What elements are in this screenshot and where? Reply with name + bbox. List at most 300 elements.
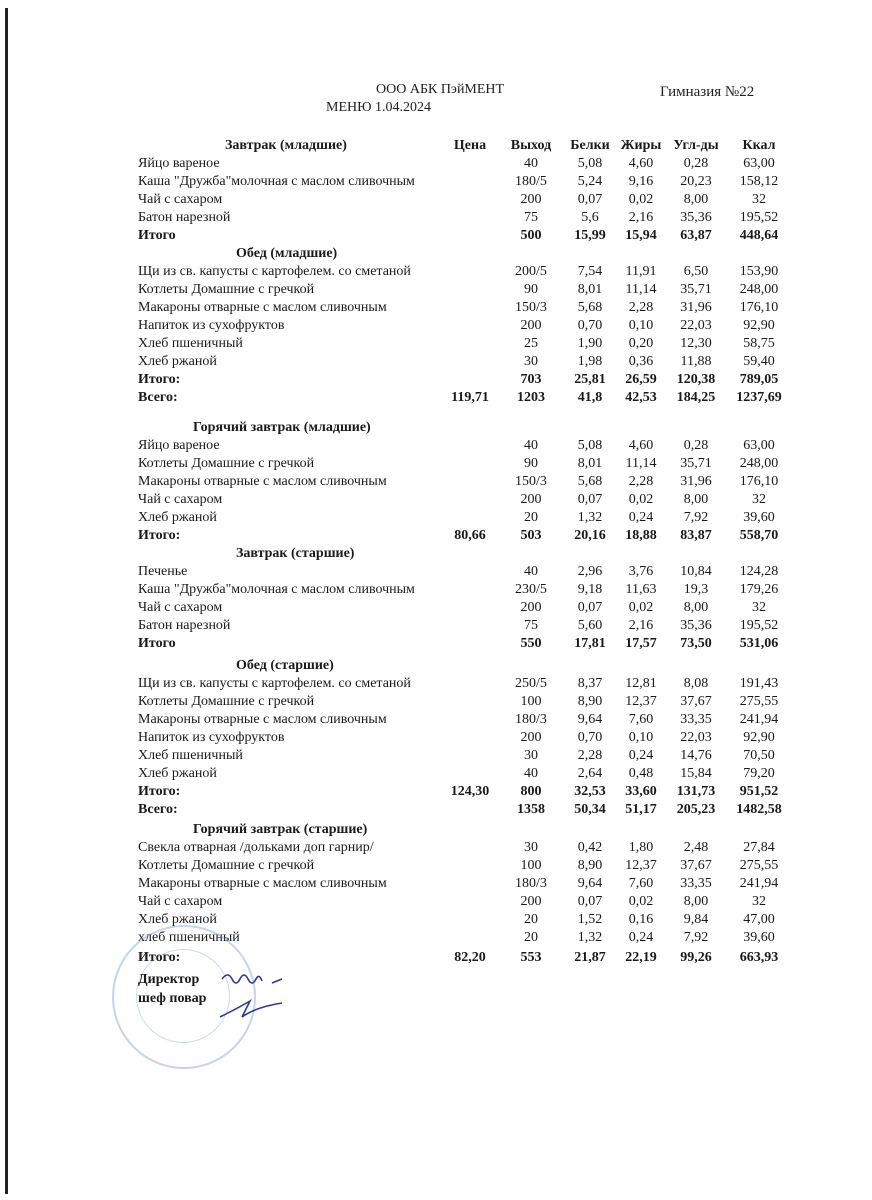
dish-name: Чай с сахаром: [138, 894, 223, 909]
cell-fat: 11,91: [625, 264, 657, 279]
cell-prot: 0,70: [577, 318, 603, 333]
cell-fat: 1,80: [628, 840, 654, 855]
cell-fat: 15,94: [625, 228, 657, 243]
section-title: Обед (младшие): [236, 246, 338, 261]
dish-name: Котлеты Домашние с гречкой: [138, 694, 315, 709]
cell-carb: 8,00: [683, 894, 709, 909]
total-row: [0, 371, 872, 389]
cell-prot: 9,18: [577, 582, 603, 597]
cell-kcal: 32: [752, 600, 766, 615]
cell-out: 703: [520, 372, 542, 387]
cell-prot: 1,32: [577, 930, 603, 945]
cell-kcal: 195,52: [739, 618, 779, 633]
table-row: [0, 491, 872, 509]
cell-out: 40: [524, 766, 538, 781]
cell-kcal: 63,00: [743, 438, 775, 453]
cell-out: 30: [524, 840, 538, 855]
company-name: ООО АБК ПэйМЕНТ: [376, 82, 505, 97]
table-row: [0, 711, 872, 729]
total-row: [0, 527, 872, 545]
cell-out: 200: [520, 192, 542, 207]
cell-kcal: 39,60: [743, 930, 775, 945]
cell-carb: 6,50: [683, 264, 709, 279]
cell-kcal: 241,94: [739, 876, 779, 891]
cell-out: 200: [520, 894, 542, 909]
table-row: [0, 209, 872, 227]
cell-kcal: 951,52: [739, 784, 779, 799]
cell-prot: 20,16: [574, 528, 606, 543]
cell-kcal: 1237,69: [736, 390, 782, 405]
cell-out: 150/3: [515, 300, 547, 315]
cell-fat: 0,24: [628, 748, 654, 763]
section-title: Завтрак (младшие): [225, 138, 347, 153]
director-label: Директор: [138, 972, 200, 987]
cell-kcal: 275,55: [739, 694, 779, 709]
cell-kcal: 70,50: [743, 748, 775, 763]
cell-prot: 1,90: [577, 336, 603, 351]
cell-prot: 2,64: [577, 766, 603, 781]
cell-out: 40: [524, 564, 538, 579]
cell-carb: 0,28: [683, 156, 709, 171]
table-row: [0, 839, 872, 857]
cell-carb: 7,92: [683, 930, 709, 945]
dish-name: Чай с сахаром: [138, 492, 223, 507]
cell-carb: 20,23: [680, 174, 712, 189]
cell-fat: 0,20: [628, 336, 654, 351]
dish-name: Свекла отварная /дольками доп гарнир/: [138, 840, 374, 855]
cell-carb: 33,35: [680, 712, 712, 727]
table-row: [0, 729, 872, 747]
cell-out: 25: [524, 336, 538, 351]
table-row: [0, 929, 872, 947]
cell-prot: 0,70: [577, 730, 603, 745]
dish-name: Всего:: [138, 802, 178, 817]
cell-prot: 5,68: [577, 300, 603, 315]
cell-prot: 25,81: [574, 372, 606, 387]
cell-fat: 9,16: [628, 174, 654, 189]
section-title: Обед (старшие): [236, 658, 334, 673]
cell-fat: 7,60: [628, 712, 654, 727]
cell-fat: 12,81: [625, 676, 657, 691]
cell-kcal: 92,90: [743, 318, 775, 333]
cell-prot: 0,07: [577, 894, 603, 909]
cell-prot: 5,08: [577, 156, 603, 171]
cell-prot: 5,6: [581, 210, 599, 225]
cell-kcal: 79,20: [743, 766, 775, 781]
table-row: [0, 581, 872, 599]
cell-prot: 9,64: [577, 712, 603, 727]
cell-carb: 35,71: [680, 456, 712, 471]
cell-carb: 63,87: [680, 228, 712, 243]
cell-fat: 11,14: [625, 282, 657, 297]
cell-carb: 31,96: [680, 474, 712, 489]
table-row: [0, 675, 872, 693]
section-heading: [0, 245, 872, 263]
cell-out: 30: [524, 354, 538, 369]
cell-fat: 0,24: [628, 510, 654, 525]
cell-prot: 21,87: [574, 950, 606, 965]
cell-fat: 4,60: [628, 438, 654, 453]
cell-carb: 8,00: [683, 600, 709, 615]
total-row: [0, 635, 872, 653]
cell-prot: 1,52: [577, 912, 603, 927]
table-row: [0, 509, 872, 527]
cell-prot: 1,32: [577, 510, 603, 525]
dish-name: Напиток из сухофруктов: [138, 730, 285, 745]
cell-out: 1203: [517, 390, 545, 405]
dish-name: Чай с сахаром: [138, 192, 223, 207]
section-title: Горячий завтрак (старшие): [193, 822, 368, 837]
cell-fat: 18,88: [625, 528, 657, 543]
cell-carb: 37,67: [680, 694, 712, 709]
cell-out: 200: [520, 600, 542, 615]
cell-fat: 0,36: [628, 354, 654, 369]
dish-name: Хлеб пшеничный: [138, 336, 243, 351]
cell-fat: 0,02: [628, 492, 654, 507]
cell-kcal: 195,52: [739, 210, 779, 225]
cell-price: 82,20: [454, 950, 486, 965]
cell-prot: 15,99: [574, 228, 606, 243]
cell-kcal: 789,05: [739, 372, 779, 387]
cell-fat: 2,28: [628, 300, 654, 315]
cell-price: 80,66: [454, 528, 486, 543]
dish-name: Яйцо вареное: [138, 438, 220, 453]
cell-prot: 8,01: [577, 456, 603, 471]
dish-name: Печенье: [138, 564, 188, 579]
cell-kcal: 124,28: [739, 564, 779, 579]
cell-kcal: 663,93: [739, 950, 779, 965]
dish-name: Итого:: [138, 784, 181, 799]
table-row: [0, 473, 872, 491]
cell-kcal: 176,10: [739, 300, 779, 315]
cell-carb: 2,48: [683, 840, 709, 855]
cell-carb: 0,28: [683, 438, 709, 453]
dish-name: Хлеб ржаной: [138, 510, 217, 525]
cell-prot: 0,42: [577, 840, 603, 855]
cell-prot: 1,98: [577, 354, 603, 369]
cell-carb: 83,87: [680, 528, 712, 543]
cell-prot: 8,01: [577, 282, 603, 297]
cell-out: 1358: [517, 802, 545, 817]
cell-out: 40: [524, 156, 538, 171]
cell-prot: 8,90: [577, 858, 603, 873]
dish-name: Хлеб ржаной: [138, 912, 217, 927]
dish-name: Каша "Дружба"молочная с маслом сливочным: [138, 174, 415, 189]
cell-kcal: 58,75: [743, 336, 775, 351]
cell-out: 250/5: [515, 676, 547, 691]
cell-kcal: 241,94: [739, 712, 779, 727]
cell-out: 230/5: [515, 582, 547, 597]
dish-name: Щи из св. капусты с картофелем. со сметаной: [138, 264, 411, 279]
table-row: [0, 353, 872, 371]
cell-prot: 5,60: [577, 618, 603, 633]
table-row: [0, 317, 872, 335]
cell-fat: 2,16: [628, 618, 654, 633]
cell-out: 553: [520, 950, 542, 965]
dish-name: Котлеты Домашние с гречкой: [138, 858, 315, 873]
dish-name: Макароны отварные с маслом сливочным: [138, 300, 387, 315]
cell-kcal: 248,00: [739, 456, 779, 471]
dish-name: Хлеб ржаной: [138, 354, 217, 369]
cell-kcal: 32: [752, 492, 766, 507]
table-row: [0, 263, 872, 281]
cell-out: 180/5: [515, 174, 547, 189]
cell-fat: 2,28: [628, 474, 654, 489]
total-row: [0, 801, 872, 819]
cell-out: 100: [520, 858, 542, 873]
cell-prot: 50,34: [574, 802, 606, 817]
cell-fat: 0,48: [628, 766, 654, 781]
cell-out: 150/3: [515, 474, 547, 489]
dish-name: Итого: [138, 636, 176, 651]
cell-fat: 42,53: [625, 390, 657, 405]
cell-fat: 11,14: [625, 456, 657, 471]
table-row: [0, 911, 872, 929]
cell-out: 20: [524, 930, 538, 945]
cell-carb: 35,36: [680, 210, 712, 225]
cell-carb: 33,35: [680, 876, 712, 891]
cell-out: 200: [520, 492, 542, 507]
dish-name: Итого:: [138, 372, 181, 387]
table-row: [0, 155, 872, 173]
cell-fat: 12,37: [625, 694, 657, 709]
section-heading: [0, 657, 872, 675]
cell-out: 90: [524, 456, 538, 471]
cell-fat: 0,02: [628, 192, 654, 207]
cell-carb: 19,3: [683, 582, 709, 597]
dish-name: Батон нарезной: [138, 618, 231, 633]
dish-name: Щи из св. капусты с картофелем. со сметаной: [138, 676, 411, 691]
cell-carb: 7,92: [683, 510, 709, 525]
table-row: [0, 437, 872, 455]
cell-out: 30: [524, 748, 538, 763]
cell-fat: 3,76: [628, 564, 654, 579]
cell-out: 550: [520, 636, 542, 651]
cell-fat: 2,16: [628, 210, 654, 225]
table-row: [0, 455, 872, 473]
cell-carb: 73,50: [680, 636, 712, 651]
chef-label: шеф повар: [138, 991, 207, 1006]
table-row: [0, 335, 872, 353]
dish-name: Хлеб ржаной: [138, 766, 217, 781]
cell-out: 180/3: [515, 712, 547, 727]
cell-fat: 0,10: [628, 730, 654, 745]
table-row: [0, 599, 872, 617]
cell-kcal: 153,90: [739, 264, 779, 279]
dish-name: Всего:: [138, 390, 178, 405]
cell-kcal: 32: [752, 894, 766, 909]
cell-fat: 51,17: [625, 802, 657, 817]
cell-carb: 35,36: [680, 618, 712, 633]
cell-prot: 2,28: [577, 748, 603, 763]
cell-out: 180/3: [515, 876, 547, 891]
cell-kcal: 275,55: [739, 858, 779, 873]
dish-name: Батон нарезной: [138, 210, 231, 225]
cell-prot: 7,54: [577, 264, 603, 279]
dish-name: Яйцо вареное: [138, 156, 220, 171]
cell-carb: 15,84: [680, 766, 712, 781]
cell-prot: 32,53: [574, 784, 606, 799]
cell-out: 100: [520, 694, 542, 709]
cell-prot: 2,96: [577, 564, 603, 579]
table-row: [0, 617, 872, 635]
cell-carb: 11,88: [680, 354, 712, 369]
cell-carb: 120,38: [676, 372, 716, 387]
cell-fat: 26,59: [625, 372, 657, 387]
cell-kcal: 32: [752, 192, 766, 207]
cell-fat: 7,60: [628, 876, 654, 891]
cell-carb: 8,00: [683, 492, 709, 507]
cell-kcal: 63,00: [743, 156, 775, 171]
dish-name: Каша "Дружба"молочная с маслом сливочным: [138, 582, 415, 597]
cell-out: 500: [520, 228, 542, 243]
cell-carb: 22,03: [680, 318, 712, 333]
cell-prot: 17,81: [574, 636, 606, 651]
cell-fat: 0,16: [628, 912, 654, 927]
col-kcal: Ккал: [742, 138, 776, 153]
cell-carb: 99,26: [680, 950, 712, 965]
cell-prot: 0,07: [577, 192, 603, 207]
col-protein: Белки: [570, 138, 610, 153]
cell-carb: 31,96: [680, 300, 712, 315]
total-row: [0, 227, 872, 245]
cell-out: 200: [520, 318, 542, 333]
cell-carb: 9,84: [683, 912, 709, 927]
dish-name: Макароны отварные с маслом сливочным: [138, 876, 387, 891]
cell-prot: 8,37: [577, 676, 603, 691]
table-row: [0, 765, 872, 783]
dish-name: Итого: [138, 228, 176, 243]
table-row: [0, 693, 872, 711]
cell-fat: 17,57: [625, 636, 657, 651]
cell-carb: 12,30: [680, 336, 712, 351]
signature-icon: [212, 965, 292, 1025]
cell-prot: 0,07: [577, 492, 603, 507]
cell-carb: 10,84: [680, 564, 712, 579]
cell-carb: 205,23: [676, 802, 716, 817]
cell-price: 119,71: [451, 390, 489, 405]
cell-kcal: 176,10: [739, 474, 779, 489]
dish-name: Макароны отварные с маслом сливочным: [138, 474, 387, 489]
table-row: [0, 747, 872, 765]
cell-prot: 8,90: [577, 694, 603, 709]
table-header: [0, 137, 872, 155]
cell-out: 20: [524, 510, 538, 525]
menu-title: МЕНЮ 1.04.2024: [326, 100, 431, 115]
section-heading: [0, 545, 872, 563]
cell-fat: 11,63: [625, 582, 657, 597]
table-row: [0, 299, 872, 317]
cell-kcal: 27,84: [743, 840, 775, 855]
dish-name: Хлеб пшеничный: [138, 748, 243, 763]
cell-carb: 8,08: [683, 676, 709, 691]
col-output: Выход: [510, 138, 552, 153]
col-price: Цена: [453, 138, 487, 153]
cell-fat: 4,60: [628, 156, 654, 171]
cell-carb: 14,76: [680, 748, 712, 763]
cell-out: 200/5: [515, 264, 547, 279]
cell-kcal: 179,26: [739, 582, 779, 597]
cell-prot: 0,07: [577, 600, 603, 615]
cell-kcal: 558,70: [739, 528, 779, 543]
table-row: [0, 281, 872, 299]
cell-fat: 12,37: [625, 858, 657, 873]
section-title: Горячий завтрак (младшие): [193, 420, 371, 435]
dish-name: Котлеты Домашние с гречкой: [138, 282, 315, 297]
cell-out: 75: [524, 618, 538, 633]
table-row: [0, 563, 872, 581]
section-title: Завтрак (старшие): [236, 546, 355, 561]
table-row: [0, 857, 872, 875]
section-heading: [0, 419, 872, 437]
cell-carb: 35,71: [680, 282, 712, 297]
cell-fat: 22,19: [625, 950, 657, 965]
cell-prot: 5,68: [577, 474, 603, 489]
cell-kcal: 1482,58: [736, 802, 782, 817]
cell-kcal: 47,00: [743, 912, 775, 927]
cell-kcal: 448,64: [739, 228, 779, 243]
cell-kcal: 531,06: [739, 636, 779, 651]
dish-name: Итого:: [138, 528, 181, 543]
cell-fat: 0,10: [628, 318, 654, 333]
table-row: [0, 173, 872, 191]
cell-kcal: 92,90: [743, 730, 775, 745]
cell-price: 124,30: [450, 784, 490, 799]
section-heading: [0, 821, 872, 839]
cell-carb: 184,25: [676, 390, 716, 405]
cell-prot: 5,08: [577, 438, 603, 453]
cell-carb: 131,73: [676, 784, 716, 799]
cell-carb: 22,03: [680, 730, 712, 745]
cell-fat: 0,02: [628, 600, 654, 615]
cell-kcal: 39,60: [743, 510, 775, 525]
dish-name: Напиток из сухофруктов: [138, 318, 285, 333]
dish-name: Котлеты Домашние с гречкой: [138, 456, 315, 471]
cell-out: 200: [520, 730, 542, 745]
cell-out: 75: [524, 210, 538, 225]
cell-carb: 37,67: [680, 858, 712, 873]
cell-fat: 0,24: [628, 930, 654, 945]
cell-kcal: 248,00: [739, 282, 779, 297]
cell-fat: 33,60: [625, 784, 657, 799]
cell-out: 503: [520, 528, 542, 543]
cell-out: 800: [520, 784, 542, 799]
cell-carb: 8,00: [683, 192, 709, 207]
cell-kcal: 59,40: [743, 354, 775, 369]
table-row: [0, 875, 872, 893]
total-row: [0, 783, 872, 801]
cell-out: 40: [524, 438, 538, 453]
dish-name: Макароны отварные с маслом сливочным: [138, 712, 387, 727]
cell-kcal: 158,12: [739, 174, 779, 189]
cell-fat: 0,02: [628, 894, 654, 909]
total-row: [0, 389, 872, 407]
col-fat: Жиры: [620, 138, 662, 153]
dish-name: Чай с сахаром: [138, 600, 223, 615]
cell-kcal: 191,43: [739, 676, 779, 691]
cell-prot: 41,8: [577, 390, 603, 405]
dish-name: Итого:: [138, 950, 181, 965]
cell-prot: 5,24: [577, 174, 603, 189]
dish-name: хлеб пшеничный: [138, 930, 240, 945]
cell-prot: 9,64: [577, 876, 603, 891]
cell-out: 20: [524, 912, 538, 927]
school-name: Гимназия №22: [660, 84, 755, 100]
col-carbs: Угл-ды: [673, 138, 719, 153]
table-row: [0, 191, 872, 209]
cell-out: 90: [524, 282, 538, 297]
table-row: [0, 893, 872, 911]
